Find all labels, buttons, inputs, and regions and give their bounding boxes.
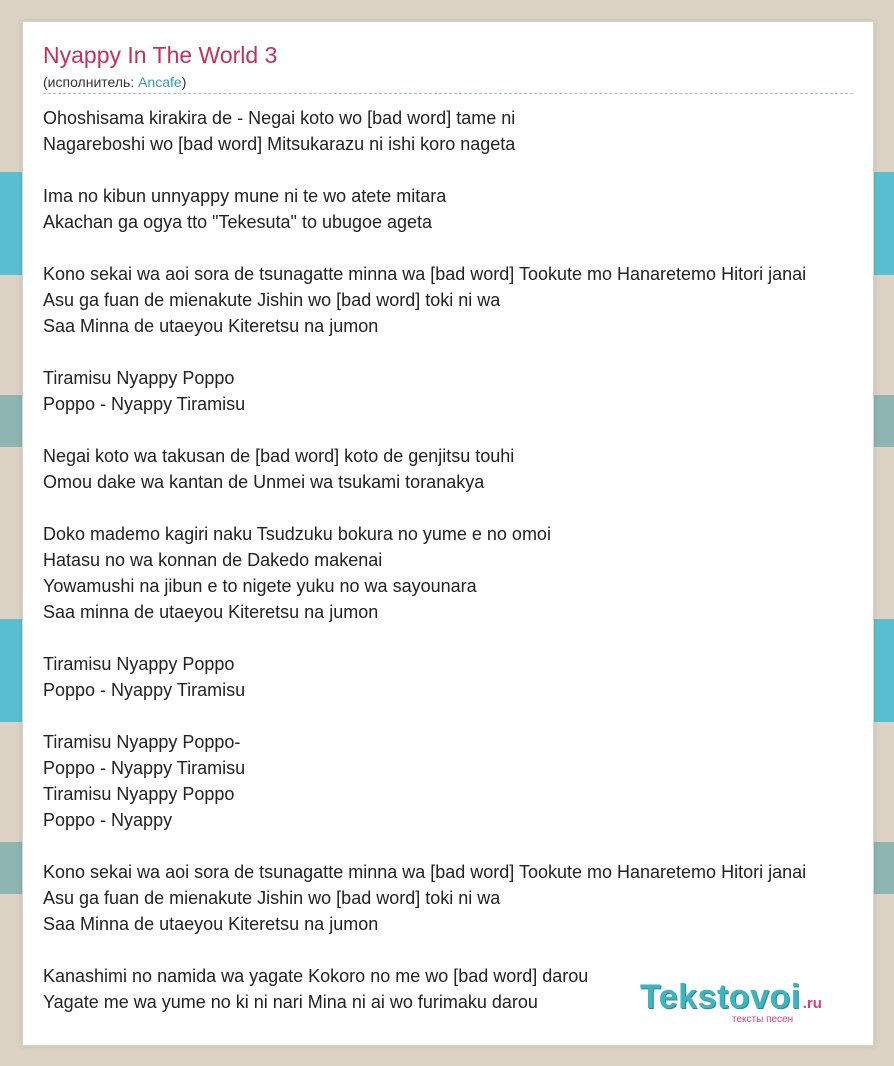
lyric-line: Poppo - Nyappy Tiramisu bbox=[43, 680, 246, 700]
stanza-break bbox=[43, 625, 874, 651]
lyric-line: Omou dake wa kantan de Unmei wa tsukami toranakya bbox=[43, 472, 485, 492]
lyric-line: Akachan ga ogya tto "Tekesuta" to ubugoe ageta bbox=[43, 212, 433, 232]
stanza-break bbox=[43, 157, 874, 183]
lyric-line: Kono sekai wa aoi sora de tsunagatte minna wa [bad word] Tookute mo Hanaretemo Hitori janai bbox=[43, 264, 807, 284]
lyric-line: Poppo - Nyappy bbox=[43, 810, 173, 830]
lyric-line: Doko mademo kagiri naku Tsudzuku bokura no yume e no omoi bbox=[43, 524, 551, 544]
stanza-break bbox=[43, 235, 874, 261]
lyric-line: Nagareboshi wo [bad word] Mitsukarazu ni ishi koro nageta bbox=[43, 134, 516, 154]
artist-line bbox=[43, 74, 186, 90]
lyric-line: Tiramisu Nyappy Poppo- bbox=[43, 732, 241, 752]
lyric-line: Tiramisu Nyappy Poppo bbox=[43, 784, 235, 804]
title-divider bbox=[43, 93, 853, 94]
stanza-break bbox=[43, 937, 874, 963]
lyric-line: Saa Minna de utaeyou Kiteretsu na jumon bbox=[43, 316, 379, 336]
lyric-line: Yagate me wa yume no ki ni nari Mina ni ai wo furimaku darou bbox=[43, 992, 538, 1012]
lyric-line: Hatasu no wa konnan de Dakedo makenai bbox=[43, 550, 383, 570]
stanza-break bbox=[43, 703, 874, 729]
stanza-break bbox=[43, 339, 874, 365]
logo-domain: .ru bbox=[802, 995, 822, 1012]
song-title: Nyappy In The World 3 bbox=[43, 42, 278, 68]
lyric-line: Asu ga fuan de mienakute Jishin wo [bad word] toki ni wa bbox=[43, 290, 501, 310]
stanza-break bbox=[43, 495, 874, 521]
lyric-line: Tiramisu Nyappy Poppo bbox=[43, 654, 235, 674]
lyrics-card bbox=[22, 21, 874, 1046]
lyric-line: Negai koto wa takusan de [bad word] koto de genjitsu touhi bbox=[43, 446, 515, 466]
stanza-break bbox=[43, 417, 874, 443]
lyric-line: Poppo - Nyappy Tiramisu bbox=[43, 758, 246, 778]
lyric-line: Kanashimi no namida wa yagate Kokoro no me wo [bad word] darou bbox=[43, 966, 589, 986]
lyric-line: Saa minna de utaeyou Kiteretsu na jumon bbox=[43, 602, 379, 622]
lyric-line: Kono sekai wa aoi sora de tsunagatte minna wa [bad word] Tookute mo Hanaretemo Hitori janai bbox=[43, 862, 807, 882]
lyric-line: Ima no kibun unnyappy mune ni te wo atete mitara bbox=[43, 186, 447, 206]
artist-prefix: (исполнитель: bbox=[43, 74, 139, 90]
lyric-line: Tiramisu Nyappy Poppo bbox=[43, 368, 235, 388]
lyric-line: Asu ga fuan de mienakute Jishin wo [bad word] toki ni wa bbox=[43, 888, 501, 908]
lyric-line: Saa Minna de utaeyou Kiteretsu na jumon bbox=[43, 914, 379, 934]
logo-tagline: тексты песен bbox=[732, 1014, 794, 1025]
lyric-line: Yowamushi na jibun e to nigete yuku no wa sayounara bbox=[43, 576, 477, 596]
logo-wordmark: Tekstovoi bbox=[640, 978, 801, 1016]
stanza-break bbox=[43, 833, 874, 859]
site-logo[interactable] bbox=[640, 978, 822, 1025]
lyrics-text bbox=[43, 105, 874, 1015]
lyric-line: Poppo - Nyappy Tiramisu bbox=[43, 394, 246, 414]
lyric-line: Ohoshisama kirakira de - Negai koto wo [bad word] tame ni bbox=[43, 108, 516, 128]
artist-suffix: ) bbox=[181, 74, 187, 90]
artist-link[interactable]: Ancafe bbox=[138, 74, 182, 90]
